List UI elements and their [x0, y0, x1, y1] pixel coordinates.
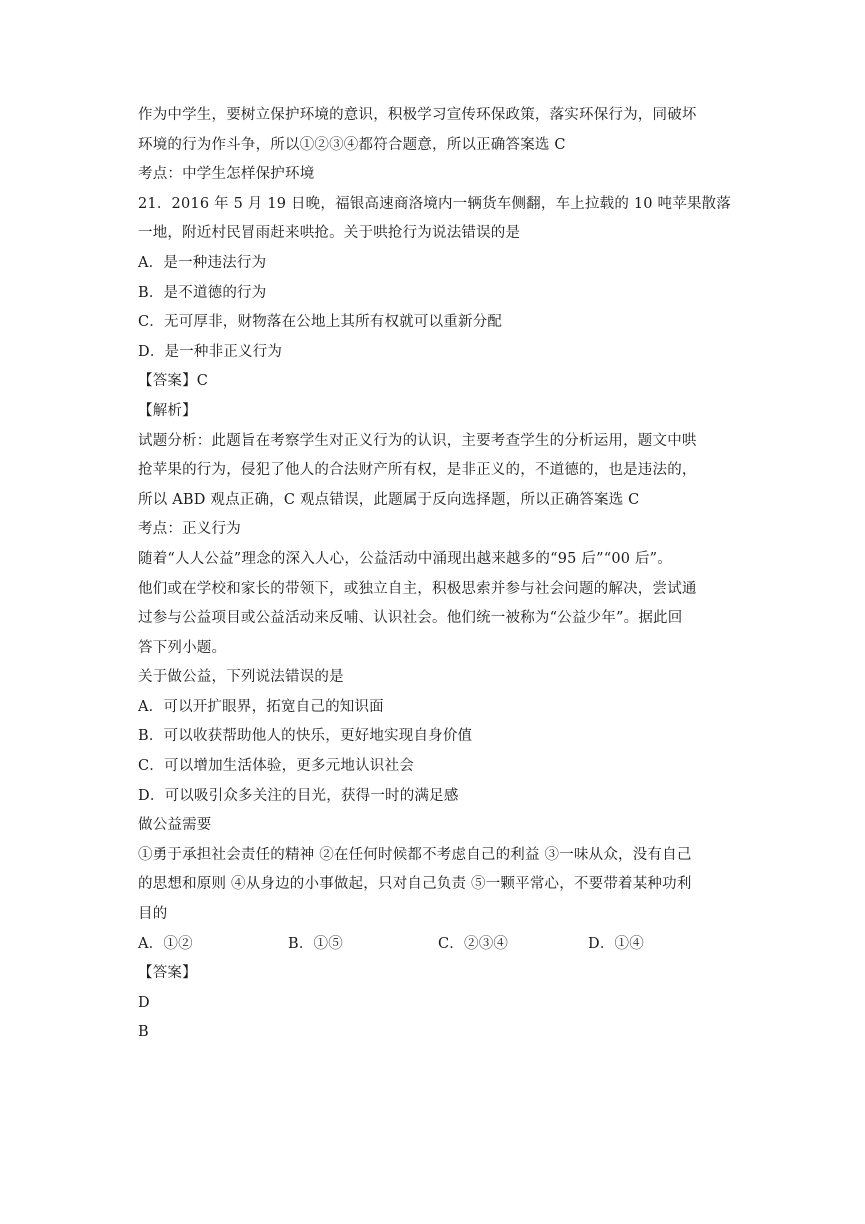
option-a: A．可以开扩眼界，拓宽自己的知识面 — [138, 698, 384, 715]
option-c: C．可以增加生活体验，更多元地认识社会 — [138, 758, 414, 775]
kaodian-label: 考点：正义行为 — [138, 521, 241, 538]
option-b: B．①⑤ — [288, 935, 343, 952]
option-d: D．是一种非正义行为 — [138, 343, 283, 360]
question-stem: 21．2016 年 5 月 19 日晚，福银高速商洛境内一辆货车侧翻，车上拉载的 10 吨苹果散落 — [138, 195, 732, 212]
statement-line: 目的 — [138, 906, 168, 923]
answer-label: 【答案】C — [138, 373, 209, 390]
option-d: D．可以吸引众多关注的目光，获得一时的满足感 — [138, 787, 459, 804]
option-b: B．可以收获帮助他人的快乐，更好地实现自身价值 — [138, 728, 473, 745]
analysis-line: 所以 ABD 观点正确，C 观点错误，此题属于反向选择题，所以正确答案选 C — [138, 491, 640, 508]
question-stem: 一地，附近村民冒雨赶来哄抢。关于哄抢行为说法错误的是 — [138, 225, 521, 242]
passage-line: 答下列小题。 — [138, 639, 227, 656]
answer-value: D — [138, 994, 150, 1011]
option-b: B．是不道德的行为 — [138, 284, 267, 301]
text-line: 作为中学生，要树立保护环境的意识，积极学习宣传环保政策，落实环保行为，同破坏 — [138, 107, 697, 123]
passage-line: 他们或在学校和家长的带领下，或独立自主，积极思索并参与社会问题的解决，尝试通 — [138, 580, 697, 597]
statement-line: 的思想和原则 ④从身边的小事做起，只对自己负责 ⑤一颗平常心，不要带着某种功利 — [138, 876, 692, 893]
text-line: 环境的行为作斗争，所以①②③④都符合题意，所以正确答案选 C — [138, 136, 566, 153]
passage-line: 过参与公益项目或公益活动来反哺、认识社会。他们统一被称为“公益少年”。据此回 — [138, 610, 683, 627]
option-a: A．①② — [138, 935, 193, 952]
option-c: C．无可厚非，财物落在公地上其所有权就可以重新分配 — [138, 314, 503, 331]
option-c: C．②③④ — [438, 935, 509, 952]
answer-heading: 【答案】 — [138, 965, 197, 982]
analysis-line: 试题分析：此题旨在考察学生对正义行为的认识，主要考查学生的分析运用，题文中哄 — [138, 432, 697, 449]
statement-line: ①勇于承担社会责任的精神 ②在任何时候都不考虑自己的利益 ③一味从众，没有自己 — [138, 846, 692, 863]
document-page — [138, 101, 738, 1048]
answer-value: B — [138, 1024, 149, 1041]
question-stem: 做公益需要 — [138, 817, 212, 834]
kaodian-label: 考点：中学生怎样保护环境 — [138, 166, 315, 183]
option-d: D．①④ — [588, 935, 644, 952]
analysis-line: 抢苹果的行为，侵犯了他人的合法财产所有权，是非正义的，不道德的，也是违法的， — [138, 462, 697, 479]
option-a: A．是一种违法行为 — [138, 254, 267, 271]
question-stem: 关于做公益，下列说法错误的是 — [138, 669, 344, 686]
analysis-heading: 【解析】 — [138, 402, 197, 419]
option-row — [138, 930, 738, 960]
passage-line: 随着“人人公益”理念的深入人心，公益活动中涌现出越来越多的“95 后”“00 后”。 — [138, 550, 672, 567]
